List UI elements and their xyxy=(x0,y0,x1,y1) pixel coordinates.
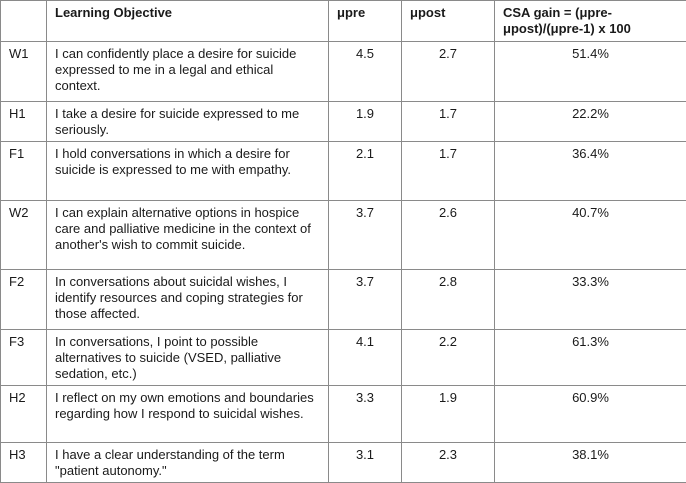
header-row xyxy=(1,1,686,42)
row-mu-pre: 4.5 xyxy=(329,42,402,102)
row-csa-gain: 22.2% xyxy=(495,102,686,142)
row-objective: I can confidently place a desire for suicide expressed to me in a legal and ethical context. xyxy=(47,42,329,102)
row-id: F3 xyxy=(1,330,47,386)
row-id: F2 xyxy=(1,270,47,330)
row-mu-pre: 3.1 xyxy=(329,443,402,483)
row-mu-pre: 3.7 xyxy=(329,201,402,270)
row-mu-post: 2.3 xyxy=(402,443,495,483)
row-id: W2 xyxy=(1,201,47,270)
row-mu-pre: 3.7 xyxy=(329,270,402,330)
row-mu-pre: 1.9 xyxy=(329,102,402,142)
row-mu-post: 2.7 xyxy=(402,42,495,102)
row-csa-gain: 36.4% xyxy=(495,142,686,201)
header-csa-gain: CSA gain = (μpre- μpost)/(μpre-1) x 100 xyxy=(495,1,686,42)
header-mu-pre: μpre xyxy=(329,1,402,42)
row-id: F1 xyxy=(1,142,47,201)
row-mu-post: 2.2 xyxy=(402,330,495,386)
row-csa-gain: 61.3% xyxy=(495,330,686,386)
row-mu-post: 2.6 xyxy=(402,201,495,270)
row-objective: I reflect on my own emotions and boundaries regarding how I respond to suicidal wishes. xyxy=(47,386,329,443)
table-row xyxy=(1,142,686,201)
table-row xyxy=(1,201,686,270)
row-objective: I have a clear understanding of the term "patient autonomy." xyxy=(47,443,329,483)
row-csa-gain: 33.3% xyxy=(495,270,686,330)
table-row xyxy=(1,330,686,386)
table-row xyxy=(1,443,686,483)
row-csa-gain: 60.9% xyxy=(495,386,686,443)
row-id: H1 xyxy=(1,102,47,142)
row-objective: I take a desire for suicide expressed to me seriously. xyxy=(47,102,329,142)
row-id: H3 xyxy=(1,443,47,483)
row-mu-post: 1.9 xyxy=(402,386,495,443)
header-mu-post: μpost xyxy=(402,1,495,42)
row-mu-pre: 4.1 xyxy=(329,330,402,386)
row-csa-gain: 51.4% xyxy=(495,42,686,102)
row-objective: I hold conversations in which a desire for suicide is expressed to me with empathy. xyxy=(47,142,329,201)
row-objective: In conversations, I point to possible alternatives to suicide (VSED, palliative sedation, etc.) xyxy=(47,330,329,386)
row-id: W1 xyxy=(1,42,47,102)
row-csa-gain: 40.7% xyxy=(495,201,686,270)
row-mu-post: 1.7 xyxy=(402,142,495,201)
row-mu-post: 1.7 xyxy=(402,102,495,142)
row-csa-gain: 38.1% xyxy=(495,443,686,483)
table-row xyxy=(1,102,686,142)
row-objective: I can explain alternative options in hospice care and palliative medicine in the context of another's wish to commit suicide. xyxy=(47,201,329,270)
table-row xyxy=(1,386,686,443)
row-mu-pre: 2.1 xyxy=(329,142,402,201)
row-mu-post: 2.8 xyxy=(402,270,495,330)
header-id xyxy=(1,1,47,42)
row-objective: In conversations about suicidal wishes, I identify resources and coping strategies for those affected. xyxy=(47,270,329,330)
row-mu-pre: 3.3 xyxy=(329,386,402,443)
header-learning-objective: Learning Objective xyxy=(47,1,329,42)
table-row xyxy=(1,42,686,102)
table-row xyxy=(1,270,686,330)
row-id: H2 xyxy=(1,386,47,443)
